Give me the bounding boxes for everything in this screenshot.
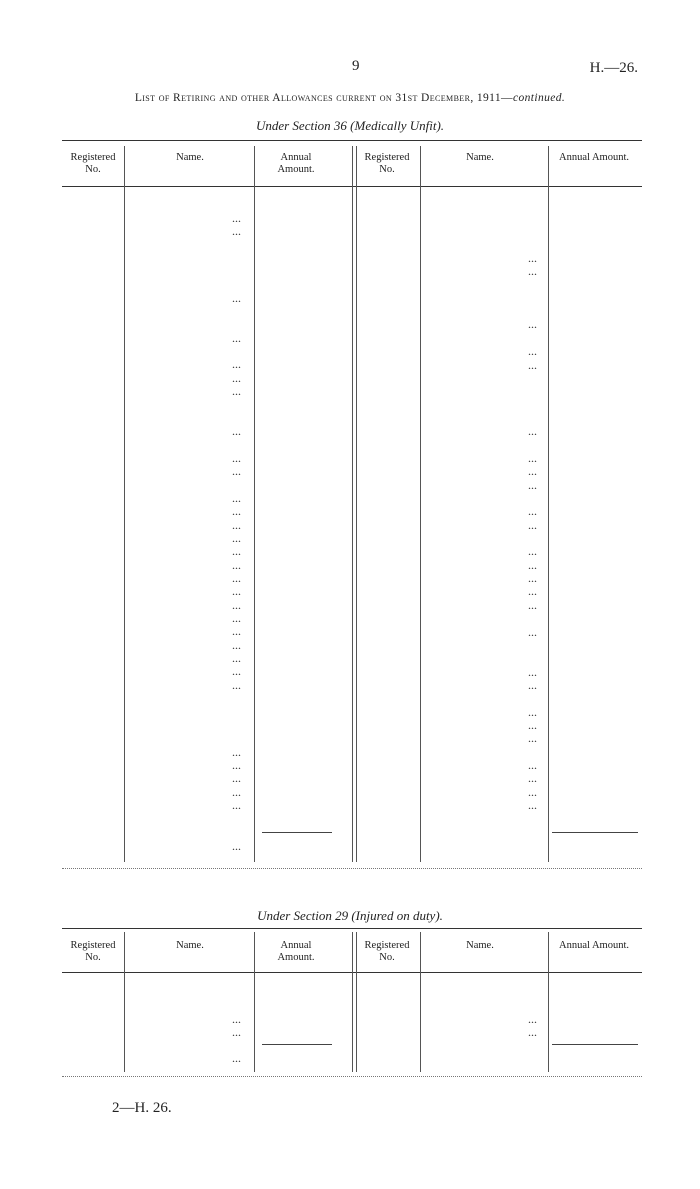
dot-leader: ... (232, 357, 241, 372)
table-row (0, 479, 700, 492)
left-regno-header: Registered No. (70, 940, 116, 963)
left-regno-header: Registered No. (70, 152, 116, 175)
table-row (0, 452, 700, 465)
currency-units-row (0, 986, 700, 999)
table1-top-rule (62, 140, 642, 141)
currency-units-row (0, 198, 700, 211)
dot-leader: ... (528, 450, 537, 465)
table-row (0, 732, 700, 745)
dot-leader: ... (528, 664, 537, 679)
dot-leader: ... (232, 1011, 241, 1026)
table-row (0, 519, 700, 532)
table1-bottom-rule (62, 868, 642, 869)
dot-leader: ... (232, 757, 241, 772)
table-row (0, 305, 700, 318)
right-regno-header: Registered No. (364, 152, 410, 175)
dot-leader: ... (528, 504, 537, 519)
dot-leader: ... (232, 839, 241, 853)
table-row (0, 692, 700, 705)
dot-leader: ... (232, 651, 241, 666)
dot-leader: ... (528, 677, 537, 692)
dot-leader: ... (528, 584, 537, 599)
left-amount-header: Annual Amount. (277, 152, 315, 175)
dot-leader: ... (232, 223, 241, 238)
dot-leader: ... (232, 597, 241, 612)
dot-leader: ... (232, 517, 241, 532)
dot-leader: ... (232, 384, 241, 399)
dot-leader: ... (232, 504, 241, 519)
table-row (0, 639, 700, 652)
table-row (0, 252, 700, 265)
table-row (0, 425, 700, 438)
dot-leader: ... (232, 771, 241, 786)
table-row (0, 385, 700, 398)
table-row (0, 799, 700, 812)
section-36-heading: Under Section 36 (Medically Unfit). (255, 118, 445, 133)
dot-leader: ... (528, 798, 537, 813)
dot-leader: ... (232, 330, 241, 345)
dot-leader: ... (232, 677, 241, 692)
dot-leader: ... (528, 517, 537, 532)
table2-top-rule (62, 928, 642, 929)
dot-leader: ... (528, 357, 537, 372)
dot-leader: ... (232, 797, 241, 812)
dot-leader: ... (528, 544, 537, 559)
dot-leader: ... (528, 464, 537, 479)
dot-leader: ... (232, 1025, 241, 1039)
table-row (0, 465, 700, 478)
table-row (0, 1026, 700, 1039)
left-name-header: Name. (176, 940, 204, 951)
dot-leader: ... (528, 784, 537, 799)
right-name-header: Name. (466, 152, 494, 163)
table-row (0, 1013, 700, 1026)
dot-leader: ... (528, 477, 537, 492)
table-row (0, 345, 700, 358)
table-row (0, 652, 700, 665)
dot-leader: ... (528, 557, 537, 572)
table-row (0, 332, 700, 345)
footer-code: 2—H. 26. (112, 1100, 172, 1116)
dot-leader: ... (232, 1051, 241, 1065)
dot-leader: ... (232, 611, 241, 625)
table-row (0, 238, 700, 251)
left-sum-rule (262, 832, 332, 833)
table-row (0, 746, 700, 759)
dot-leader: ... (232, 664, 241, 679)
dot-leader: ... (232, 570, 241, 585)
table-row (0, 412, 700, 425)
dot-leader: ... (232, 544, 241, 559)
dot-leader: ... (528, 624, 537, 639)
dot-leader: ... (528, 317, 537, 332)
dot-leader: ... (232, 584, 241, 599)
dot-leader: ... (232, 370, 241, 385)
dot-leader: ... (528, 344, 537, 359)
dot-leader: ... (232, 464, 241, 479)
table-row (0, 439, 700, 452)
dot-leader: ... (528, 571, 537, 586)
table-row (0, 532, 700, 545)
table-row (0, 505, 700, 518)
table-row (0, 772, 700, 785)
document-title: List of Retiring and other Allowances current on 31st December, 1911—continued. (134, 92, 566, 104)
table-row (0, 292, 700, 305)
brought-forward-row (0, 999, 700, 1012)
dot-leader: ... (528, 597, 537, 612)
table-row (0, 786, 700, 799)
right-sum-rule (552, 832, 638, 833)
dot-leader: ... (232, 450, 241, 465)
left-sum-rule-2 (262, 1044, 332, 1045)
dot-leader: ... (232, 210, 241, 225)
table-row (0, 559, 700, 572)
left-amount-header: Annual Amount. (277, 940, 315, 963)
table-row (0, 706, 700, 719)
page-number: 9 (352, 58, 360, 74)
table-row (0, 278, 700, 291)
dot-leader: ... (232, 530, 241, 545)
dot-leader: ... (232, 744, 241, 759)
right-sum-rule-2 (552, 1044, 638, 1045)
dot-leader: ... (528, 771, 537, 786)
table-row (0, 212, 700, 225)
dot-leader: ... (232, 557, 241, 572)
table-row (0, 812, 700, 825)
right-regno-header: Registered No. (364, 940, 410, 963)
table-row (0, 372, 700, 385)
table-row (0, 492, 700, 505)
total-row (0, 1052, 700, 1065)
table-row (0, 359, 700, 372)
table-row (0, 679, 700, 692)
table-row (0, 399, 700, 412)
dot-leader: ... (528, 731, 537, 746)
table-row (0, 719, 700, 732)
total-row (0, 840, 700, 853)
table-row (0, 612, 700, 625)
left-name-header: Name. (176, 152, 204, 163)
dot-leader: ... (528, 424, 537, 439)
table-row (0, 759, 700, 772)
dot-leader: ... (528, 704, 537, 719)
section-29-heading: Under Section 29 (Injured on duty). (257, 908, 443, 923)
table-row (0, 265, 700, 278)
dot-leader: ... (232, 490, 241, 505)
dot-leader: ... (528, 1025, 537, 1039)
right-amount-header: Annual Amount. (559, 152, 629, 163)
right-amount-header: Annual Amount. (559, 940, 629, 951)
table-row (0, 666, 700, 679)
table-row (0, 572, 700, 585)
table-row (0, 225, 700, 238)
table-row (0, 626, 700, 639)
right-name-header: Name. (466, 940, 494, 951)
dot-leader: ... (232, 290, 241, 305)
dot-leader: ... (232, 624, 241, 639)
document-reference: H.—26. (589, 60, 638, 76)
dot-leader: ... (528, 250, 537, 265)
table2-bottom-rule (62, 1076, 642, 1077)
dot-leader: ... (232, 637, 241, 652)
dot-leader: ... (528, 1011, 537, 1026)
table-row (0, 599, 700, 612)
dot-leader: ... (528, 264, 537, 279)
dot-leader: ... (232, 424, 241, 439)
table-row (0, 545, 700, 558)
table-row (0, 585, 700, 598)
dot-leader: ... (528, 758, 537, 772)
dot-leader: ... (232, 784, 241, 799)
dot-leader: ... (528, 717, 537, 732)
table-row (0, 318, 700, 331)
